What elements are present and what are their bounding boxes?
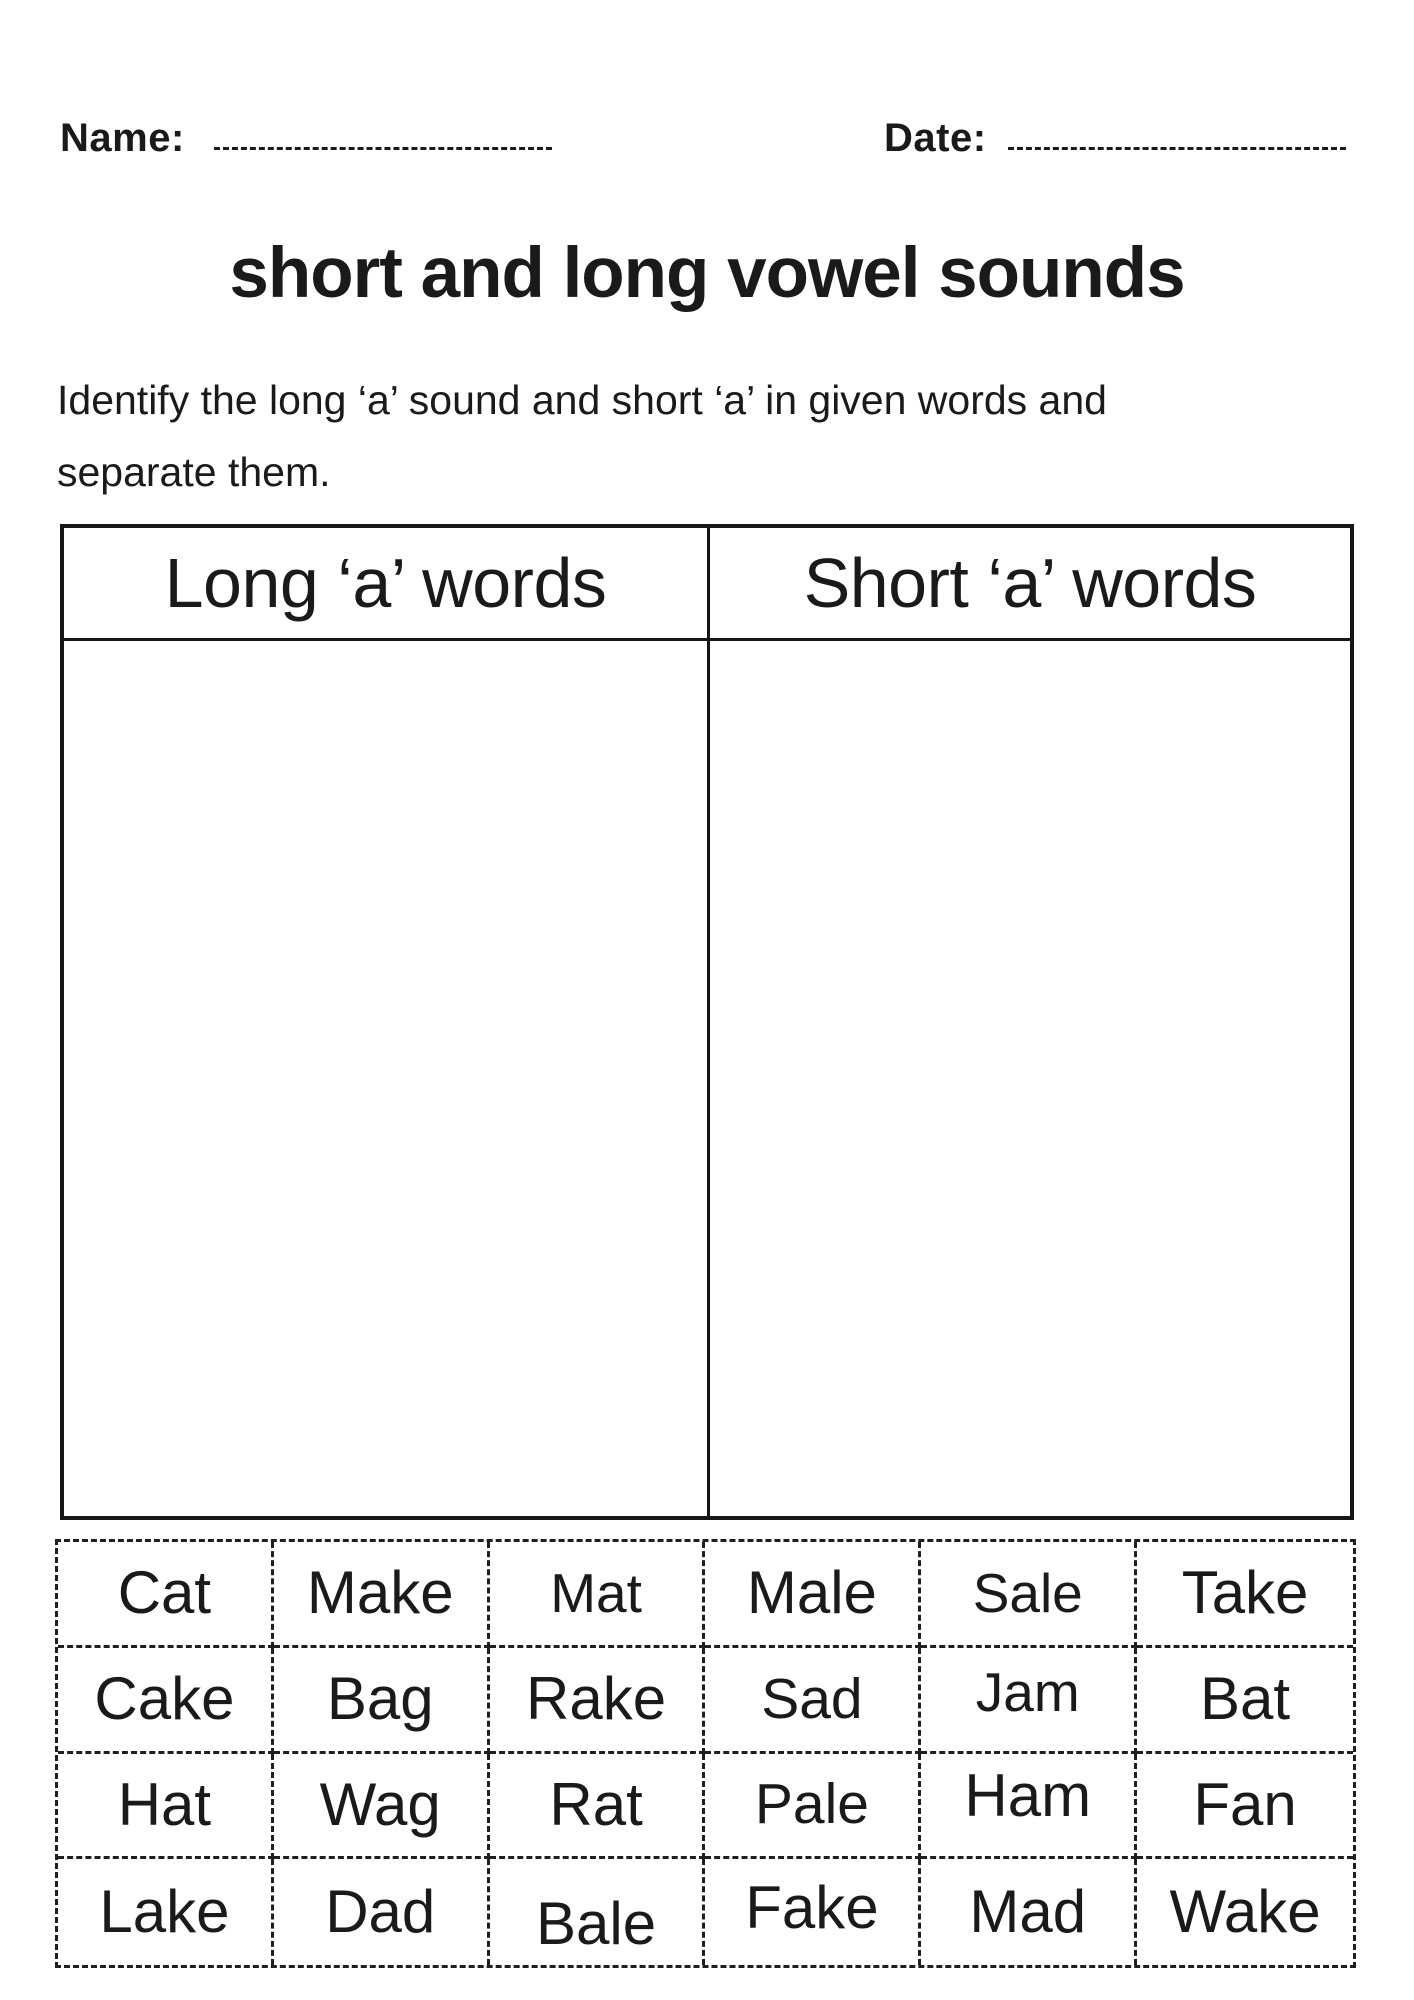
word-card-label: Bat: [1200, 1665, 1291, 1733]
word-card-label: Make: [306, 1559, 454, 1627]
word-card-sale[interactable]: [921, 1542, 1137, 1648]
name-label: Name:: [60, 116, 185, 160]
word-card-label: Cat: [117, 1559, 212, 1627]
instructions: [57, 364, 1357, 508]
date-label: Date:: [884, 116, 987, 160]
word-card-wake[interactable]: [1137, 1859, 1353, 1965]
word-bank-grid: [55, 1539, 1356, 1968]
word-card-label: Fan: [1193, 1770, 1297, 1838]
word-card-label: Rake: [526, 1665, 667, 1733]
word-card-label: Sad: [761, 1666, 863, 1731]
word-card-sad[interactable]: [705, 1648, 921, 1754]
word-card-cake[interactable]: [58, 1648, 274, 1754]
word-card-rat[interactable]: [490, 1754, 706, 1860]
word-card-label: Take: [1181, 1559, 1309, 1627]
word-card-label: Wag: [319, 1770, 441, 1838]
long-a-column-dropzone[interactable]: [64, 641, 707, 1516]
word-card-dad[interactable]: [274, 1859, 490, 1965]
word-card-bale[interactable]: [490, 1859, 706, 1965]
word-card-bag[interactable]: [274, 1648, 490, 1754]
word-card-label: Dad: [325, 1878, 436, 1946]
word-card-mad[interactable]: [921, 1859, 1137, 1965]
word-card-pale[interactable]: [705, 1754, 921, 1860]
short-a-column-header: Short ‘a’ words: [707, 528, 1350, 641]
word-card-label: Bag: [326, 1665, 434, 1733]
word-card-label: Bale: [536, 1890, 657, 1958]
instructions-line-1: Identify the long ‘a’ sound and short ‘a’ in given words and: [57, 377, 1107, 423]
date-fill-line[interactable]: [1008, 112, 1346, 150]
word-card-wag[interactable]: [274, 1754, 490, 1860]
word-card-bat[interactable]: [1137, 1648, 1353, 1754]
sort-table: [60, 524, 1354, 1520]
instructions-line-2: separate them.: [57, 449, 331, 495]
short-a-column-dropzone[interactable]: [707, 641, 1350, 1516]
word-card-label: Mat: [550, 1561, 642, 1624]
word-card-label: Sale: [972, 1561, 1083, 1624]
word-card-lake[interactable]: [58, 1859, 274, 1965]
word-card-cat[interactable]: [58, 1542, 274, 1648]
word-card-jam[interactable]: [921, 1648, 1137, 1754]
word-card-make[interactable]: [274, 1542, 490, 1648]
word-card-take[interactable]: [1137, 1542, 1353, 1648]
word-card-label: Ham: [964, 1761, 1092, 1829]
word-card-label: Pale: [754, 1772, 869, 1837]
word-card-hat[interactable]: [58, 1754, 274, 1860]
long-a-column-header: Long ‘a’ words: [64, 528, 707, 641]
word-card-label: Lake: [99, 1878, 230, 1946]
word-card-label: Fake: [745, 1874, 879, 1942]
word-card-label: Male: [746, 1559, 877, 1627]
word-card-label: Wake: [1169, 1878, 1321, 1946]
word-card-fan[interactable]: [1137, 1754, 1353, 1860]
name-fill-line[interactable]: [214, 112, 552, 150]
word-card-male[interactable]: [705, 1542, 921, 1648]
word-card-ham[interactable]: [921, 1754, 1137, 1860]
word-card-label: Mad: [969, 1878, 1087, 1946]
word-card-label: Rat: [549, 1770, 643, 1838]
word-card-mat[interactable]: [490, 1542, 706, 1648]
worksheet-title: short and long vowel sounds: [229, 234, 1185, 313]
word-card-label: Hat: [117, 1770, 212, 1838]
word-card-fake[interactable]: [705, 1859, 921, 1965]
word-card-label: Jam: [975, 1660, 1080, 1723]
word-card-label: Cake: [94, 1665, 235, 1733]
word-card-rake[interactable]: [490, 1648, 706, 1754]
